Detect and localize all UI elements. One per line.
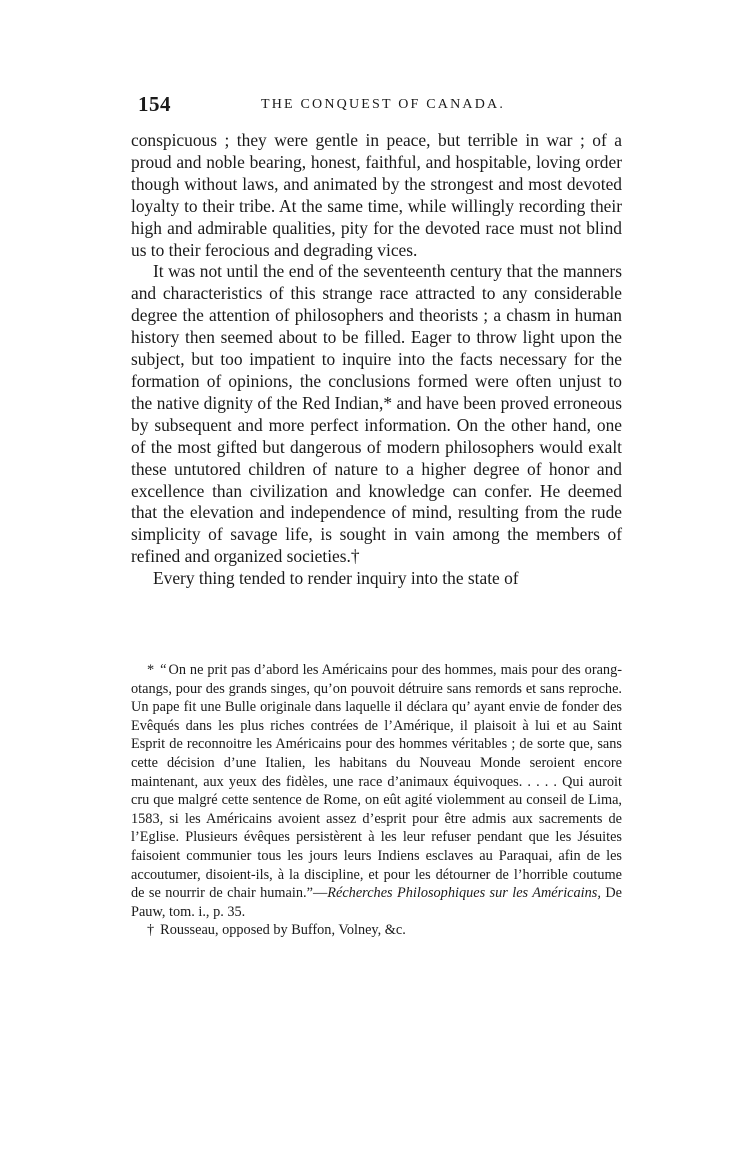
paragraph-1: conspicuous ; they were gentle in peace, but terrible in war ; of a proud and noble bearing, honest, faithful, and hospitable, loving order though without laws, and animated by the strongest and most devoted loyalty to their tribe. At the same time, while willingly recording their high and admirable qualities, pity for the devoted race must not blind us to their ferocious and degrading vices. bbox=[131, 130, 622, 260]
footnote-1-open-quote: “ bbox=[160, 662, 167, 678]
footnote-1-source-rest: De Pauw, tom. i., p. 35. bbox=[131, 885, 623, 920]
footnote-2 bbox=[131, 921, 622, 940]
footnote-2-mark: † bbox=[147, 922, 155, 939]
footnote-reference-1: * bbox=[383, 392, 393, 413]
footnote-1-text: On ne prit pas d’abord les Américains pour des hommes, mais pour des orang-otangs, pour des grands singes, qu’on pouvoit détruire sans remords et sans reproche. Un pape fit une Bulle originale dans laquelle il déclara qu’ ayant envie de fonder des Evêqués dans les plus riches contrées de l’Amérique, il plaisoit à lui et au Saint Esprit de reconnoitre les Américains pour des hommes véritables ; de sorte que, sans cette décision d’une Italien, les habitans du Nouveau Monde seroient encore maintenant, aux yeux des fidèles, une race d’animaux équivoques. . . . . Qui auroit cru que malgré cette sentence de Rome, on eût agité violemment au conseil de Lima, 1583, si les Américains avoient assez d’esprit pour être admis aux sacrements de l’Eglise. Plusieurs évêques persistèrent à les leur refuser pendant que les Jésuites faisoient communier tous les jours leurs Indiens esclaves au Paraquai, afin de les accoutumer, disoient-ils, à la discipline, et pour les détourner de l’horrible coutume de se nourrir de chair humain.”— bbox=[131, 662, 622, 902]
footnote-1 bbox=[131, 661, 622, 921]
page-number: 154 bbox=[138, 92, 171, 116]
body-text bbox=[131, 130, 622, 590]
footnote-reference-2: † bbox=[350, 546, 360, 567]
paragraph-2 bbox=[131, 261, 622, 568]
footnote-1-source-title: Récherches Philosophiques sur les Américains, bbox=[327, 885, 601, 902]
footnote-2-text: Rousseau, opposed by Buffon, Volney, &c. bbox=[160, 922, 406, 939]
running-head: THE CONQUEST OF CANADA. bbox=[261, 97, 506, 112]
paragraph-3: Every thing tended to render inquiry into the state of bbox=[153, 568, 519, 589]
page-header bbox=[133, 92, 623, 120]
paragraph-2-part-1: It was not until the end of the seventeenth century that the manners and characteristics of this strange race attracted to any considerable degree the attention of philosophers and theorists ; a chasm in human history then seemed about to be filled. Eager to throw light upon the subject, but too impatient to inquire into the facts necessary for the formation of opinions, the conclusions formed were often unjust to the native dignity of the Red Indian, bbox=[131, 261, 622, 413]
footnotes bbox=[131, 661, 622, 940]
paragraph-2-part-2: and have been proved erroneous by subsequent and more perfect information. On the other hand, one of the most gifted but dangerous of modern philosophers would exalt these untutored children of nature to a higher degree of honor and excellence than civilization and knowledge can confer. He deemed that the elevation and independence of mind, resulting from the rude simplicity of savage life, is sought in vain among the members of refined and organized societies. bbox=[131, 392, 622, 567]
footnote-1-mark: * bbox=[147, 662, 155, 678]
